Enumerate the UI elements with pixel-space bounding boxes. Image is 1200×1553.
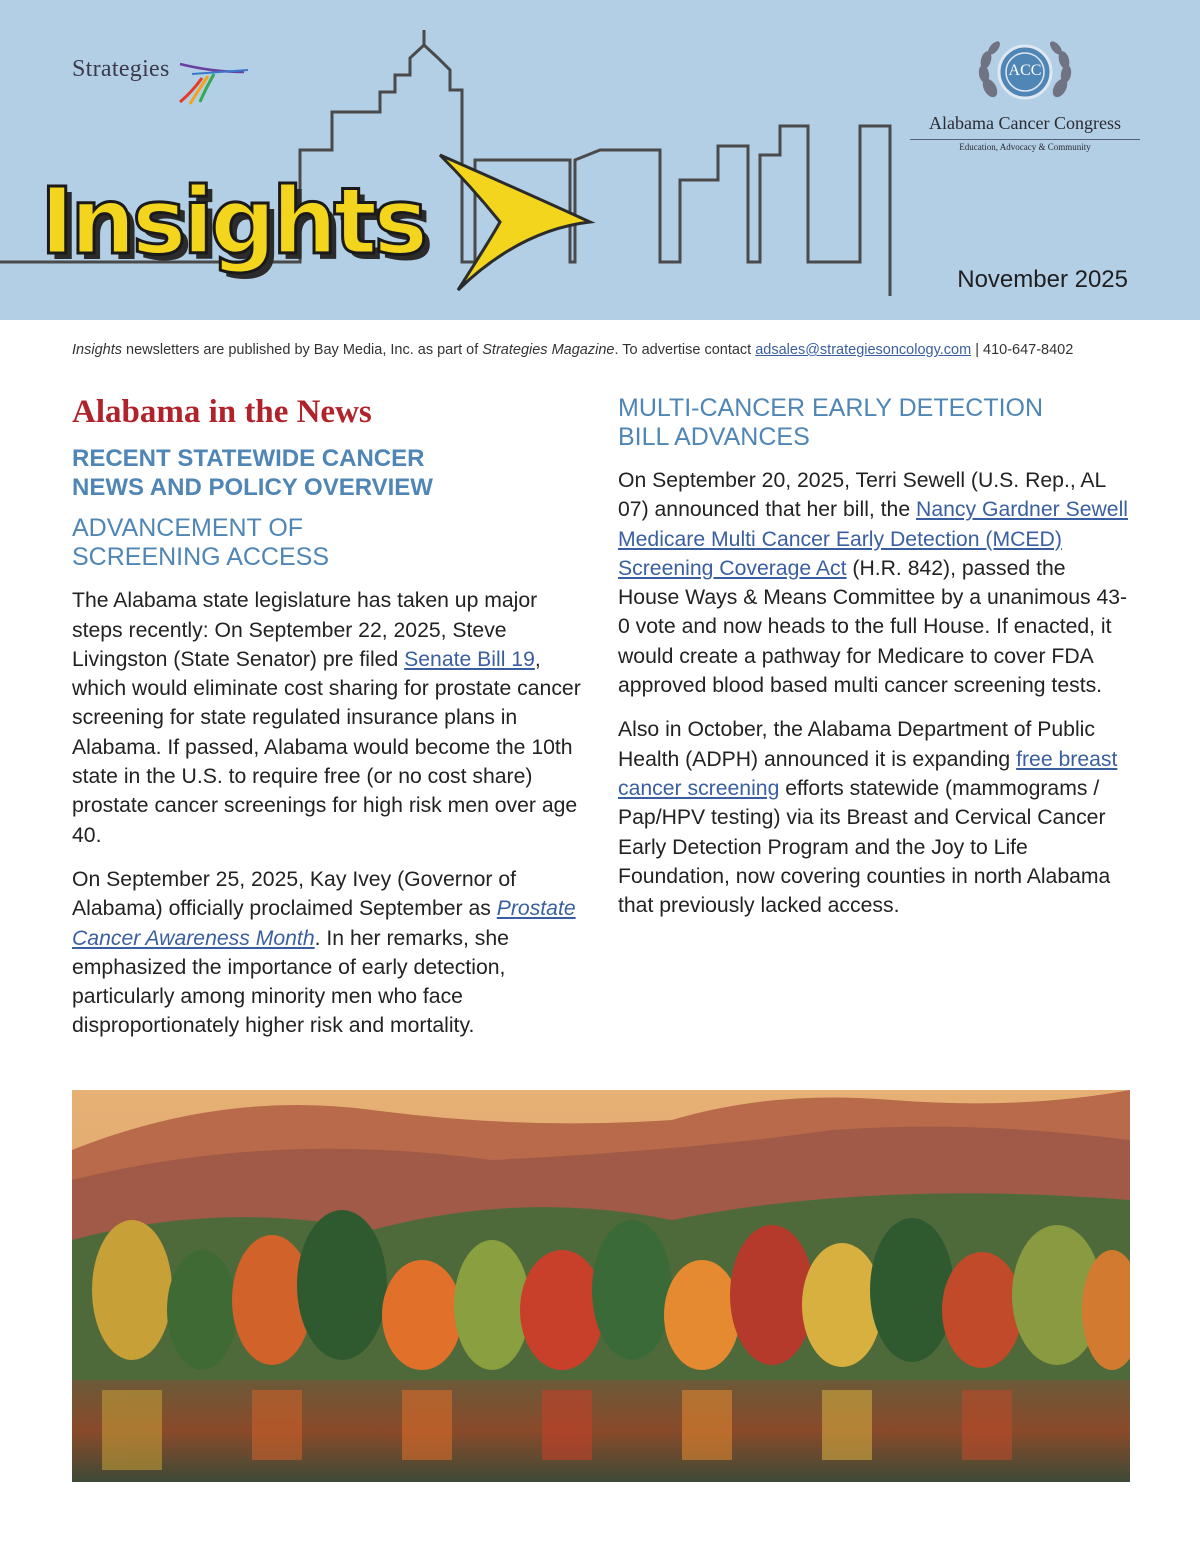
advertise-email-link[interactable]: adsales@strategiesoncology.com bbox=[755, 342, 972, 358]
paragraph-text: The Alabama state legislature has taken up major steps recently: On September 22, 2025, Steve Livingston (State Senator) pre filed bbox=[72, 589, 538, 671]
autumn-lake-photo bbox=[72, 1090, 1130, 1482]
awareness-month-link[interactable]: Prostate Cancer Awareness Month bbox=[72, 897, 576, 950]
senate-bill-link[interactable]: Senate Bill 19 bbox=[404, 647, 535, 671]
insights-logo: Insights bbox=[40, 168, 425, 275]
overview-subhead: RECENT STATEWIDE CANCER NEWS AND POLICY OVERVIEW bbox=[72, 445, 433, 502]
paragraph-text: On September 20, 2025, Terri Sewell (U.S. Rep., AL 07) announced that her bill, the bbox=[618, 469, 1106, 522]
section-title: Alabama in the News bbox=[72, 394, 372, 430]
issue-date: November 2025 bbox=[957, 266, 1128, 293]
paragraph-text: (H.R. 842), passed the House Ways & Means Committee by a unanimous 43-0 vote and now heads to the full House. If enacted, it would create a pathway for Medicare to cover FDA approved blood based multi cancer screening tests. bbox=[618, 556, 1128, 698]
pub-text-1: newsletters are published by Bay Media, Inc. as part of bbox=[121, 342, 483, 358]
pub-text-3: | 410-647-8402 bbox=[971, 342, 1074, 358]
mced-act-link[interactable]: Nancy Gardner Sewell Medicare Multi Cancer Early Detection (MCED) Screening Coverage Act bbox=[618, 498, 1128, 580]
magazine-name: Strategies Magazine bbox=[482, 342, 615, 358]
mced-heading: MULTI-CANCER EARLY DETECTION BILL ADVANCES bbox=[618, 394, 1044, 451]
paragraph-text: efforts statewide (mammograms / Pap/HPV testing) via its Breast and Cervical Cancer Early Detection Program and the Joy to Life Foundation, now covering counties in north Alabama that previously lacked access. bbox=[618, 776, 1111, 918]
publication-note bbox=[72, 342, 1132, 358]
autumn-landscape-image bbox=[72, 1090, 1130, 1482]
pub-text-2: . To advertise contact bbox=[614, 342, 756, 358]
senate-bill-paragraph bbox=[72, 586, 582, 850]
pub-name: Insights bbox=[72, 342, 122, 358]
strategies-logo-text: Strategies bbox=[72, 56, 170, 82]
org-tagline: Education, Advocacy & Community bbox=[910, 139, 1140, 152]
strategies-arrow-icon bbox=[72, 52, 252, 112]
acc-monogram: ACC bbox=[1008, 62, 1042, 79]
paragraph-text: On September 25, 2025, Kay Ivey (Governor of Alabama) officially proclaimed September as bbox=[72, 867, 516, 921]
breast-screening-link[interactable]: free breast cancer screening bbox=[618, 747, 1118, 800]
mced-paragraph bbox=[618, 466, 1130, 700]
left-column bbox=[72, 394, 582, 1056]
right-column bbox=[618, 394, 1130, 935]
proclamation-paragraph bbox=[72, 865, 582, 1041]
screening-access-heading: ADVANCEMENT OF SCREENING ACCESS bbox=[72, 514, 330, 572]
adph-paragraph bbox=[618, 715, 1130, 920]
paragraph-text: . In her remarks, she emphasized the importance of early detection, particularly among minority men who face disproportionately higher risk and mortality. bbox=[72, 926, 509, 1038]
org-name: Alabama Cancer Congress bbox=[929, 113, 1121, 133]
paragraph-text: Also in October, the Alabama Department of Public Health (ADPH) announced it is expanding bbox=[618, 718, 1095, 771]
newsletter-header bbox=[0, 0, 1200, 320]
paragraph-text: , which would eliminate cost sharing for prostate cancer screening for state regulated insurance plans in Alabama. If passed, Alabama would become the 10th state in the U.S. to require free (or no cost share) prostate cancer screenings for high risk men over age 40. bbox=[72, 647, 581, 847]
